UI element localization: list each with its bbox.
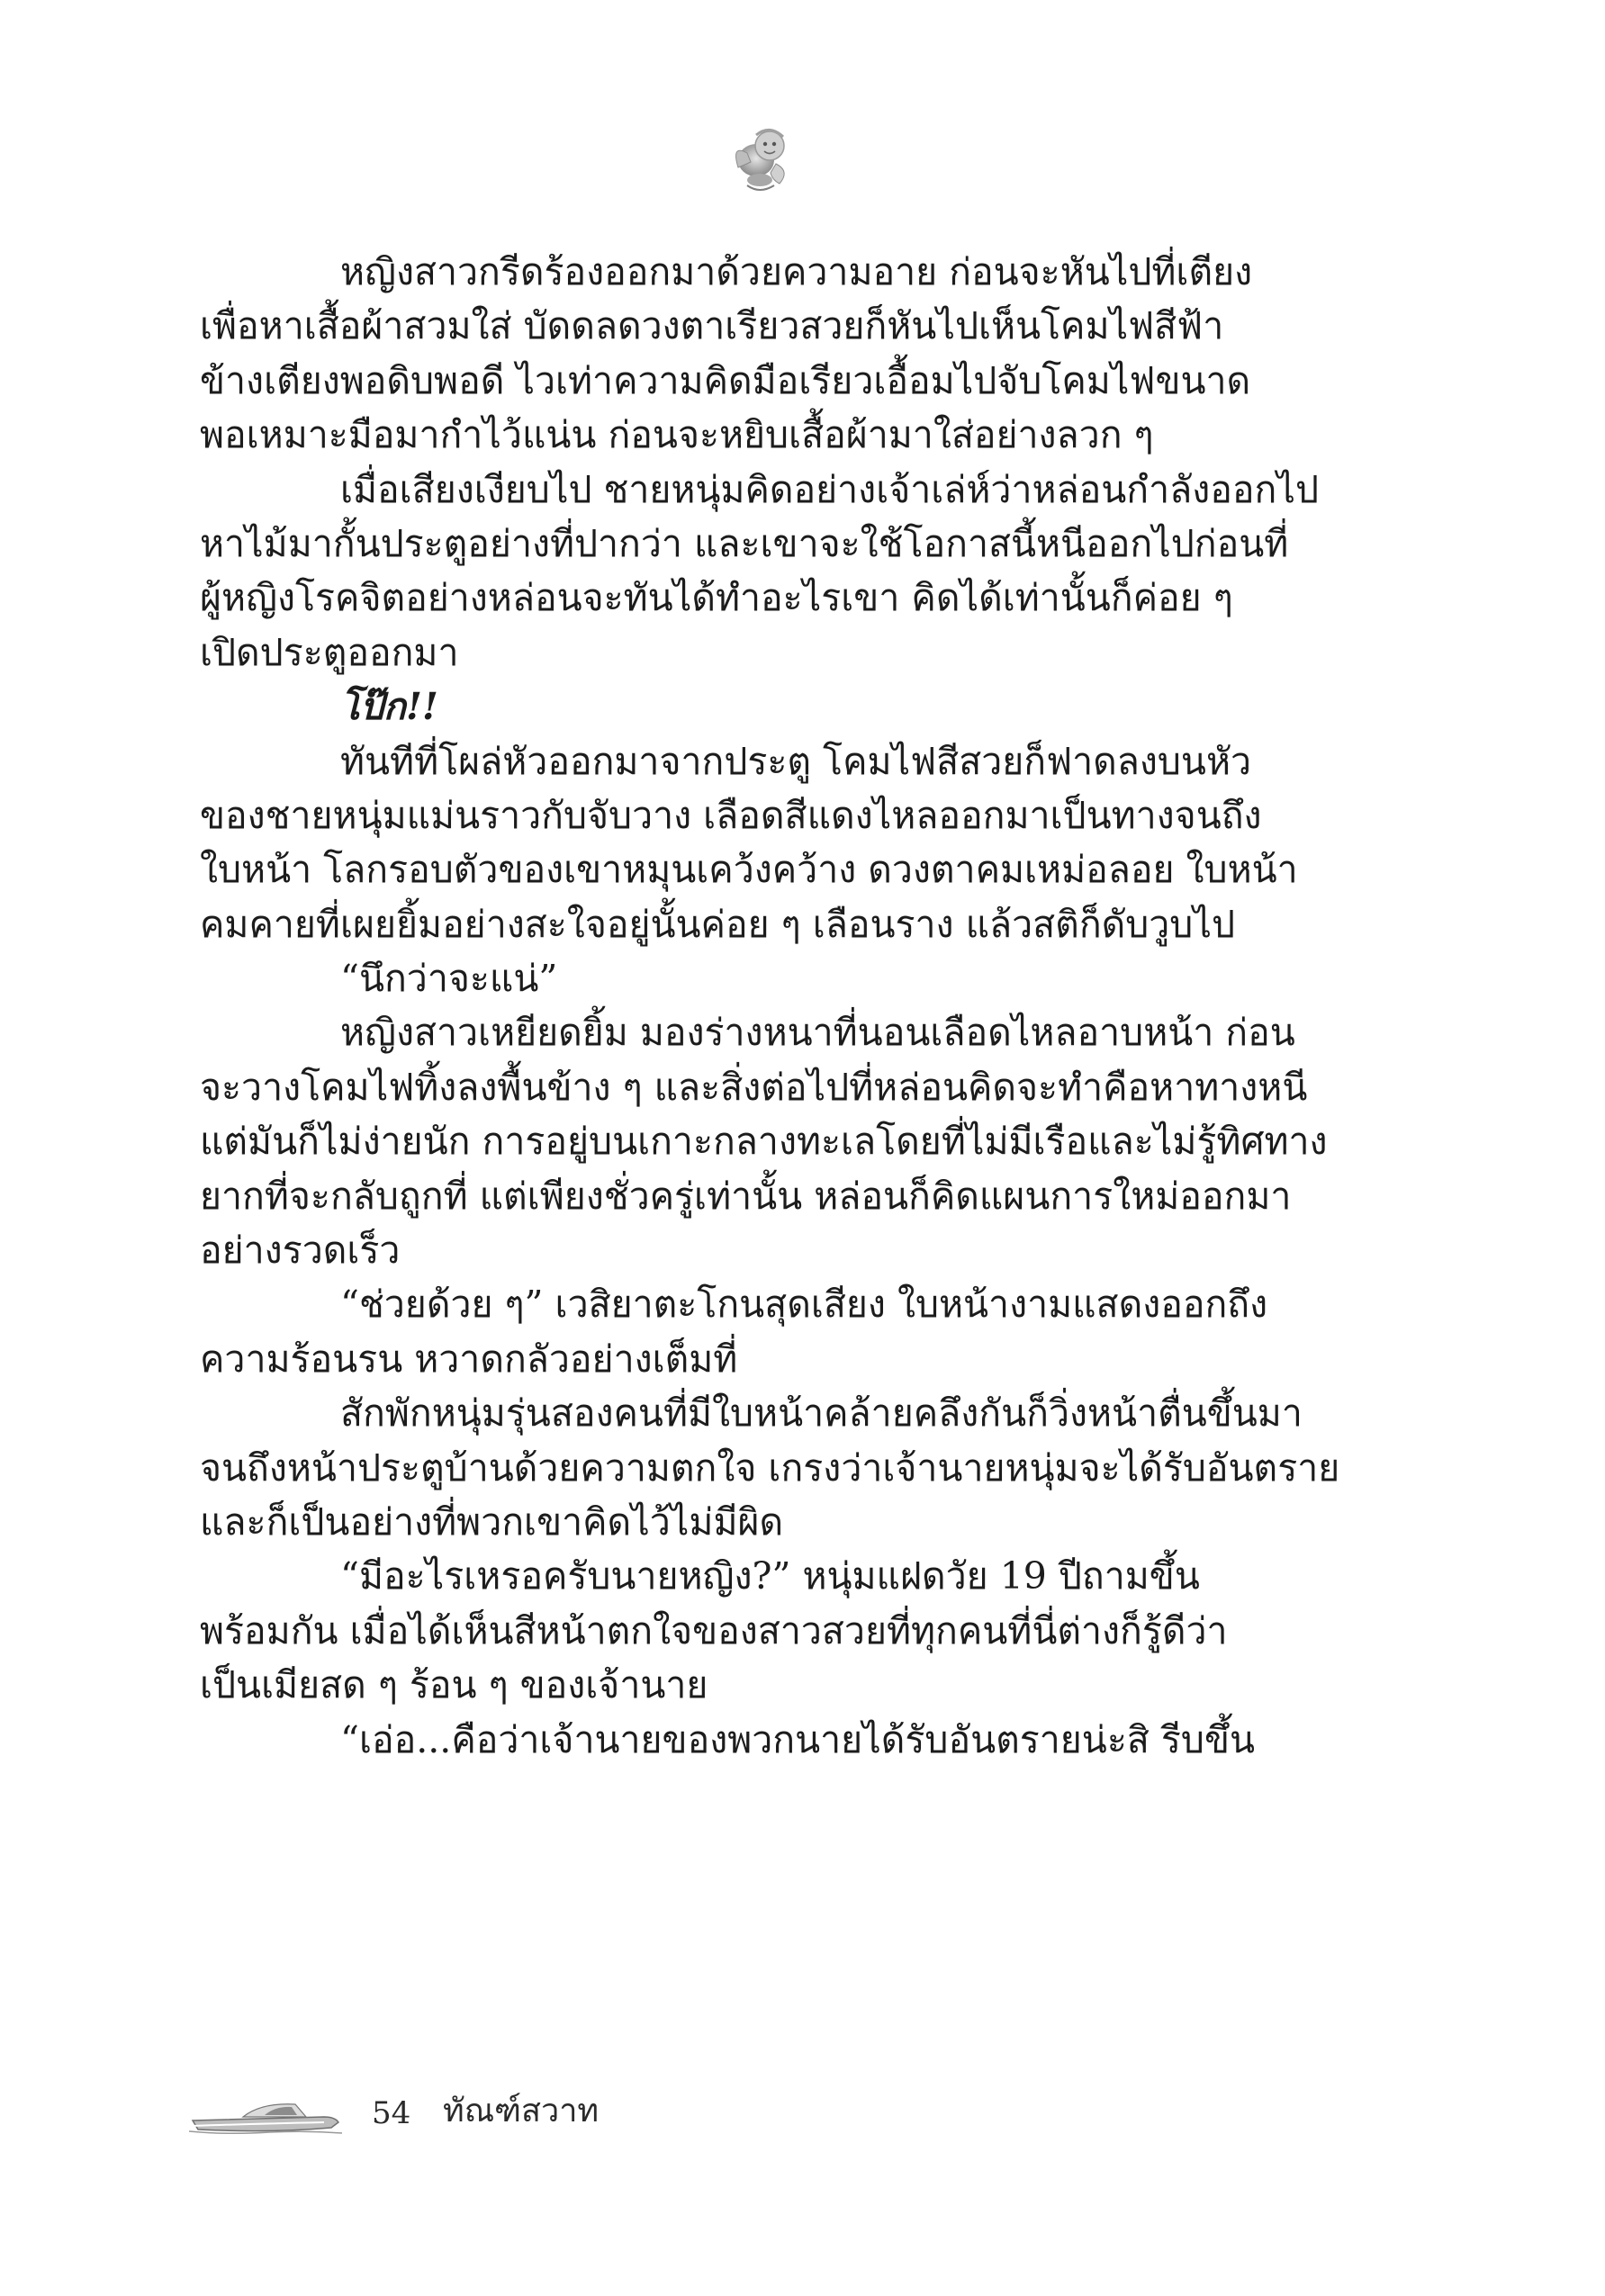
text-line: และก็เป็นอย่างที่พวกเขาคิดไว้ไม่มีผิด — [200, 1499, 784, 1544]
page-footer — [189, 2086, 729, 2149]
text-line: พร้อมกัน เมื่อได้เห็นสีหน้าตกใจของสาวสวยที่ทุกคนที่นี่ต่างก็รู้ดีว่า — [200, 1608, 1228, 1652]
text-line: จนถึงหน้าประตูบ้านด้วยความตกใจ เกรงว่าเจ้านายหนุ่มจะได้รับอันตราย — [200, 1445, 1340, 1490]
text-line: แต่มันก็ไม่ง่ายนัก การอยู่บนเกาะกลางทะเลโดยที่ไม่มีเรือและไม่รู้ทิศทาง — [200, 1120, 1328, 1164]
text-line: พอเหมาะมือมากำไว้แน่น ก่อนจะหยิบเสื้อผ้ามาใส่อย่างลวก ๆ — [200, 413, 1154, 457]
cherub-ornament-icon — [720, 117, 810, 207]
speedboat-icon — [189, 2093, 342, 2135]
text-line: ความร้อนรน หวาดกลัวอย่างเต็มที่ — [200, 1337, 738, 1381]
text-line: คมคายที่เผยยิ้มอย่างสะใจอยู่นั้นค่อย ๆ เลือนราง แล้วสติก็ดับวูบไป — [200, 902, 1235, 946]
text-line: เปิดประตูออกมา — [200, 630, 459, 674]
text-line: โป๊ก!! — [340, 685, 438, 729]
story-text — [200, 245, 1340, 1767]
text-line: ของชายหนุ่มแม่นราวกับจับวาง เลือดสีแดงไหลออกมาเป็นทางจนถึง — [200, 793, 1262, 837]
text-line: ผู้หญิงโรคจิตอย่างหล่อนจะทันได้ทำอะไรเขา คิดได้เท่านั้นก็ค่อย ๆ — [200, 576, 1233, 620]
text-line: “ช่วยด้วย ๆ” เวสิยาตะโกนสุดเสียง ใบหน้างามแสดงออกถึง — [340, 1283, 1268, 1327]
text-line: ใบหน้า โลกรอบตัวของเขาหมุนเคว้งคว้าง ดวงตาคมเหม่อลอย ใบหน้า — [200, 848, 1298, 892]
text-line: ข้างเตียงพอดิบพอดี ไวเท่าความคิดมือเรียวเอื้อมไปจับโคมไฟขนาด — [200, 358, 1251, 402]
book-title: ทัณฑ์สวาท — [443, 2093, 600, 2129]
text-line: “นึกว่าจะแน่” — [340, 957, 558, 1001]
text-line: หญิงสาวเหยียดยิ้ม มองร่างหนาที่นอนเลือดไหลอาบหน้า ก่อน — [340, 1011, 1295, 1055]
text-line: “มีอะไรเหรอครับนายหญิง?” หนุ่มแฝดวัย 19 ปีถามขึ้น — [340, 1554, 1200, 1598]
text-line: เพื่อหาเสื้อผ้าสวมใส่ บัดดลดวงตาเรียวสวยก็หันไปเห็นโคมไฟสีฟ้า — [200, 304, 1224, 348]
text-line: ทันทีที่โผล่หัวออกมาจากประตู โคมไฟสีสวยก็ฟาดลงบนหัว — [340, 739, 1252, 783]
text-line: ยากที่จะกลับถูกที่ แต่เพียงชั่วครู่เท่านั้น หล่อนก็คิดแผนการใหม่ออกมา — [200, 1174, 1292, 1218]
text-line: หาไม้มากั้นประตูอย่างที่ปากว่า และเขาจะใช้โอกาสนี้หนีออกไปก่อนที่ — [200, 521, 1289, 565]
text-line: เมื่อเสียงเงียบไป ชายหนุ่มคิดอย่างเจ้าเล่ห์ว่าหล่อนกำลังออกไป — [340, 467, 1319, 511]
text-line: เป็นเมียสด ๆ ร้อน ๆ ของเจ้านาย — [200, 1663, 708, 1707]
text-line: จะวางโคมไฟทิ้งลงพื้นข้าง ๆ และสิ่งต่อไปที่หล่อนคิดจะทำคือหาทางหนี — [200, 1065, 1308, 1109]
text-line: “เอ่อ...คือว่าเจ้านายของพวกนายได้รับอันตรายน่ะสิ รีบขึ้น — [340, 1717, 1256, 1761]
text-line: สักพักหนุ่มรุ่นสองคนที่มีใบหน้าคล้ายคลึงกันก็วิ่งหน้าตื่นขึ้นมา — [340, 1391, 1303, 1436]
text-line: อย่างรวดเร็ว — [200, 1229, 401, 1273]
page-number: 54 — [372, 2095, 411, 2131]
text-line: หญิงสาวกรีดร้องออกมาด้วยความอาย ก่อนจะหันไปที่เตียง — [340, 250, 1253, 293]
